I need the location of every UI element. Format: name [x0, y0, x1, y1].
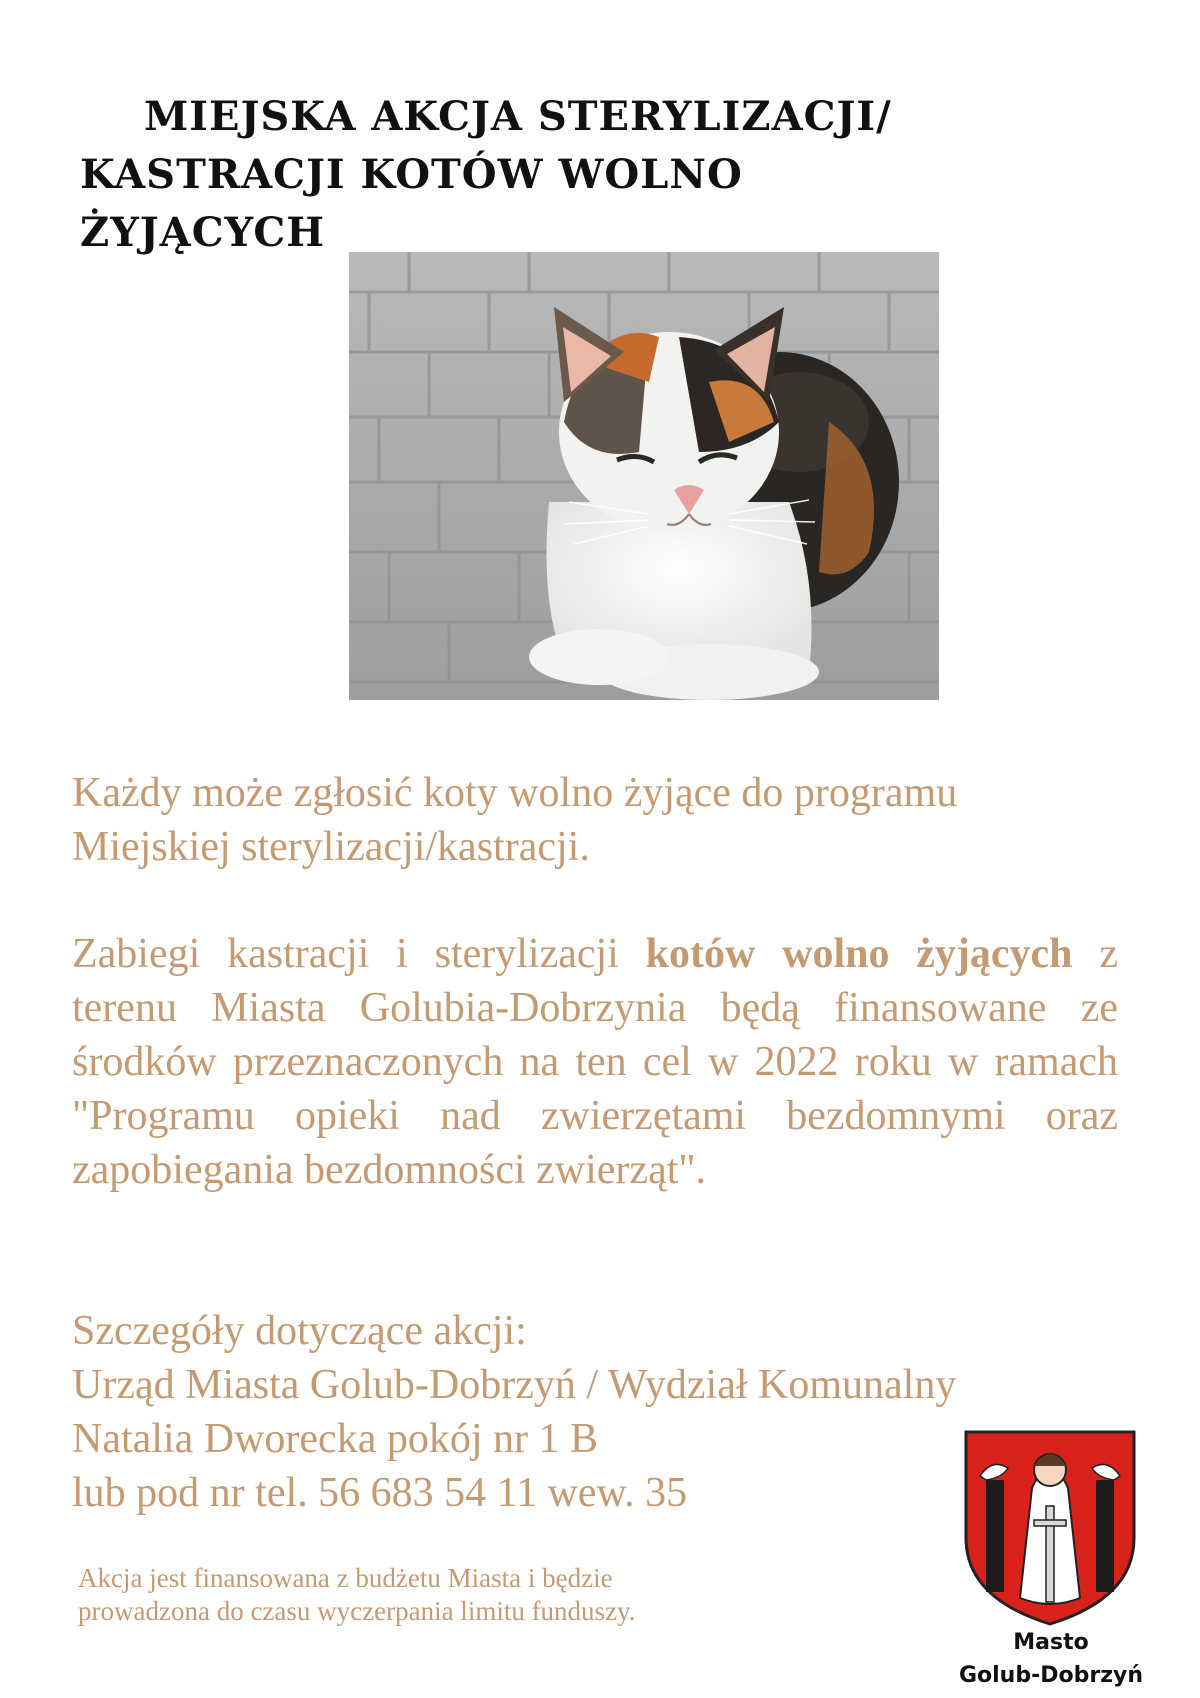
funding-footnote: [78, 1562, 718, 1628]
crest-caption-line-1: Masto: [1013, 1630, 1089, 1655]
contact-heading: Szczegóły dotyczące akcji:: [72, 1308, 527, 1354]
footnote-line-2: prowadzona do czasu wyczerpania limitu funduszy.: [78, 1596, 636, 1626]
intro-paragraph: Każdy może zgłosić koty wolno żyjące do programu Miejskiej sterylizacji/kastracji.: [72, 770, 958, 870]
funding-text-start: Zabiegi kastracji i sterylizacji: [72, 931, 646, 977]
title-line-1: MIEJSKA AKCJA STERYLIZACJI/: [144, 93, 892, 140]
funding-paragraph: [72, 927, 1118, 1197]
footnote-line-1: Akcja jest finansowana z budżetu Miasta i będzie: [78, 1563, 613, 1593]
funding-text-bold: kotów wolno żyjących: [645, 931, 1073, 977]
title-line-2: KASTRACJI KOTÓW WOLNO ŻYJĄCYCH: [80, 151, 743, 256]
cat-photo: [349, 252, 939, 700]
contact-person: Natalia Dworecka pokój nr 1 B: [72, 1416, 599, 1462]
contact-phone: lub pod nr tel. 56 683 54 11 wew. 35: [72, 1470, 688, 1516]
crest-caption: [940, 1626, 1162, 1692]
crest-caption-line-2: Golub-Dobrzyń: [958, 1663, 1144, 1688]
funding-text-end: z terenu Miasta Golubia-Dobrzynia będą finansowane ze środków przeznaczonych na ten cel w 2022 roku w ramach "Programu opieki nad zwierzętami bezdomnymi oraz zapobiegania bezdomności zwierząt".: [72, 931, 1118, 1193]
town-crest-icon: [962, 1428, 1138, 1628]
poster-title: [80, 88, 980, 262]
contact-office: Urząd Miasta Golub-Dobrzyń / Wydział Komunalny: [72, 1362, 957, 1408]
